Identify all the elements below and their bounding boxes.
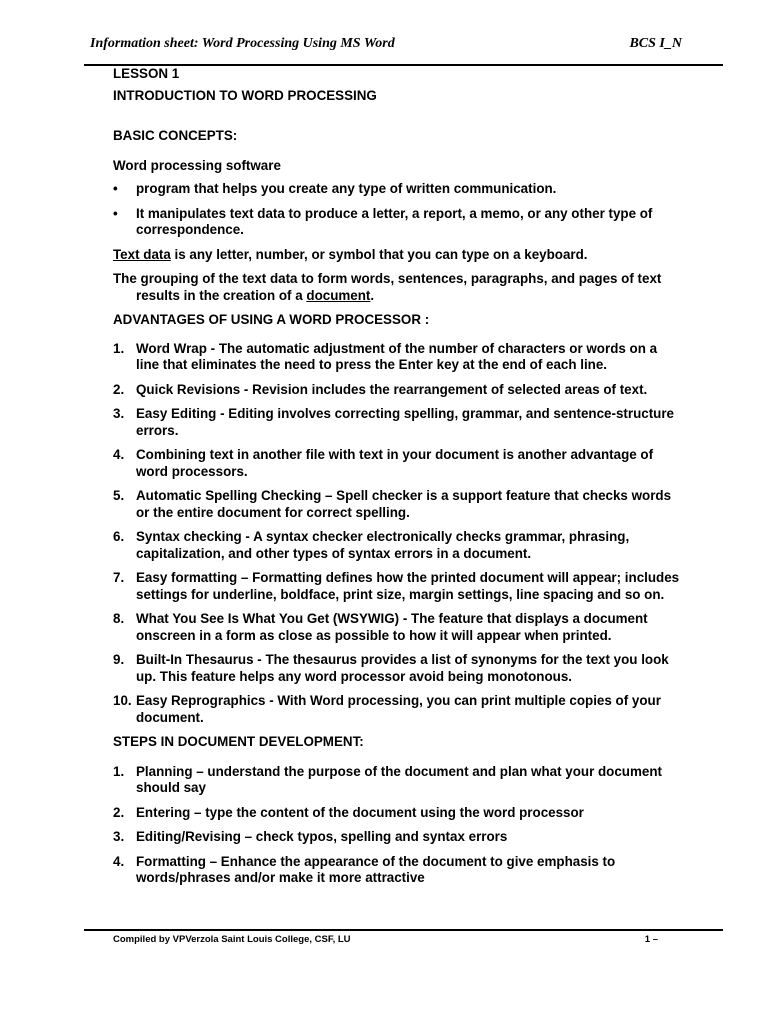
item-number: 5. <box>113 488 125 503</box>
item-text: Automatic Spelling Checking – Spell checker is a support feature that checks words or the entire document for correct spelling. <box>136 488 672 520</box>
text-data-def: is any letter, number, or symbol that you can type on a keyboard. <box>170 246 588 262</box>
list-item <box>113 693 683 726</box>
list-item <box>113 382 683 399</box>
item-number: 4. <box>113 447 125 462</box>
text-data-term: Text data <box>113 246 171 262</box>
list-item <box>113 181 683 198</box>
grouping-paragraph <box>113 271 683 304</box>
list-item <box>113 805 683 822</box>
item-text: Easy Reprographics - With Word processing, you can print multiple copies of your document. <box>136 693 661 725</box>
document-body <box>113 66 683 887</box>
item-number: 6. <box>113 529 125 544</box>
list-item <box>113 406 683 439</box>
list-item <box>113 652 683 685</box>
item-number: 8. <box>113 611 125 626</box>
item-number: 2. <box>113 381 125 397</box>
footer-rule <box>84 929 723 931</box>
list-item <box>113 529 683 562</box>
item-text: Built-In Thesaurus - The thesaurus provides a list of synonyms for the text you look up. This feature helps any word processor avoid being monotonous. <box>136 652 669 684</box>
lesson-title: INTRODUCTION TO WORD PROCESSING <box>113 87 377 103</box>
item-text: Editing/Revising – check typos, spelling and syntax errors <box>136 829 508 844</box>
item-text: Planning – understand the purpose of the document and plan what your document should say <box>136 763 662 795</box>
item-text: Quick Revisions - Revision includes the rearrangement of selected areas of text. <box>136 381 648 397</box>
list-item <box>113 488 683 521</box>
page-number: 1 – <box>644 934 658 945</box>
item-number: 4. <box>113 853 125 869</box>
bullet-icon: • <box>113 205 118 221</box>
list-item <box>113 570 683 603</box>
item-number: 1. <box>113 340 125 356</box>
list-item <box>113 341 683 374</box>
grouping-end: . <box>370 287 375 303</box>
text-data-definition <box>113 247 683 264</box>
item-number: 3. <box>113 406 125 421</box>
basic-concepts-subheading: Word processing software <box>113 157 281 173</box>
item-text: Easy Editing - Editing involves correcting spelling, grammar, and sentence-structure errors. <box>136 406 674 438</box>
list-item <box>113 447 683 480</box>
page-header <box>90 36 690 56</box>
document-term: document <box>306 287 371 303</box>
list-item <box>113 764 683 797</box>
list-item <box>113 611 683 644</box>
list-item <box>113 829 683 846</box>
item-text: What You See Is What You Get (WSYWIG) - The feature that displays a document onscreen in a form as close as possible to how it will appear when printed. <box>136 611 648 643</box>
steps-list <box>113 764 683 887</box>
item-number: 1. <box>113 763 125 779</box>
item-number: 3. <box>113 829 125 844</box>
item-number: 7. <box>113 570 125 585</box>
item-text: Combining text in another file with text in your document is another advantage of word processors. <box>136 447 654 479</box>
list-item <box>113 206 683 239</box>
footer-credit: Compiled by VPVerzola Saint Louis College, CSF, LU <box>113 934 351 945</box>
header-code: BCS I_N <box>629 36 682 51</box>
advantages-heading: ADVANTAGES OF USING A WORD PROCESSOR : <box>113 312 430 327</box>
item-text: Easy formatting – Formatting defines how the printed document will appear; includes settings for underline, boldface, print size, margin settings, line spacing and so on. <box>136 570 680 602</box>
bullet-text: It manipulates text data to produce a letter, a report, a memo, or any other type of correspondence. <box>136 205 653 237</box>
page-footer <box>113 934 658 945</box>
bullet-icon: • <box>113 181 118 196</box>
item-text: Entering – type the content of the document using the word processor <box>136 804 584 820</box>
advantages-list <box>113 341 683 727</box>
bullet-text: program that helps you create any type of written communication. <box>136 181 557 196</box>
item-number: 9. <box>113 652 125 667</box>
header-title: Information sheet: Word Processing Using MS Word <box>90 36 395 51</box>
grouping-text: The grouping of the text data to form words, sentences, paragraphs, and pages of text results in the creation of a <box>113 271 662 303</box>
basic-concepts-heading: BASIC CONCEPTS: <box>113 128 238 143</box>
item-text: Word Wrap - The automatic adjustment of the number of characters or words on a line that eliminates the need to press the Enter key at the end of each line. <box>136 340 658 372</box>
item-number: 10. <box>113 693 132 708</box>
steps-heading: STEPS IN DOCUMENT DEVELOPMENT: <box>113 734 364 749</box>
item-number: 2. <box>113 804 125 820</box>
item-text: Formatting – Enhance the appearance of the document to give emphasis to words/phrases and/or make it more attractive <box>136 853 616 885</box>
list-item <box>113 854 683 887</box>
item-text: Syntax checking - A syntax checker electronically checks grammar, phrasing, capitalization, and other types of syntax errors in a document. <box>136 529 630 561</box>
lesson-label: LESSON 1 <box>113 66 180 81</box>
